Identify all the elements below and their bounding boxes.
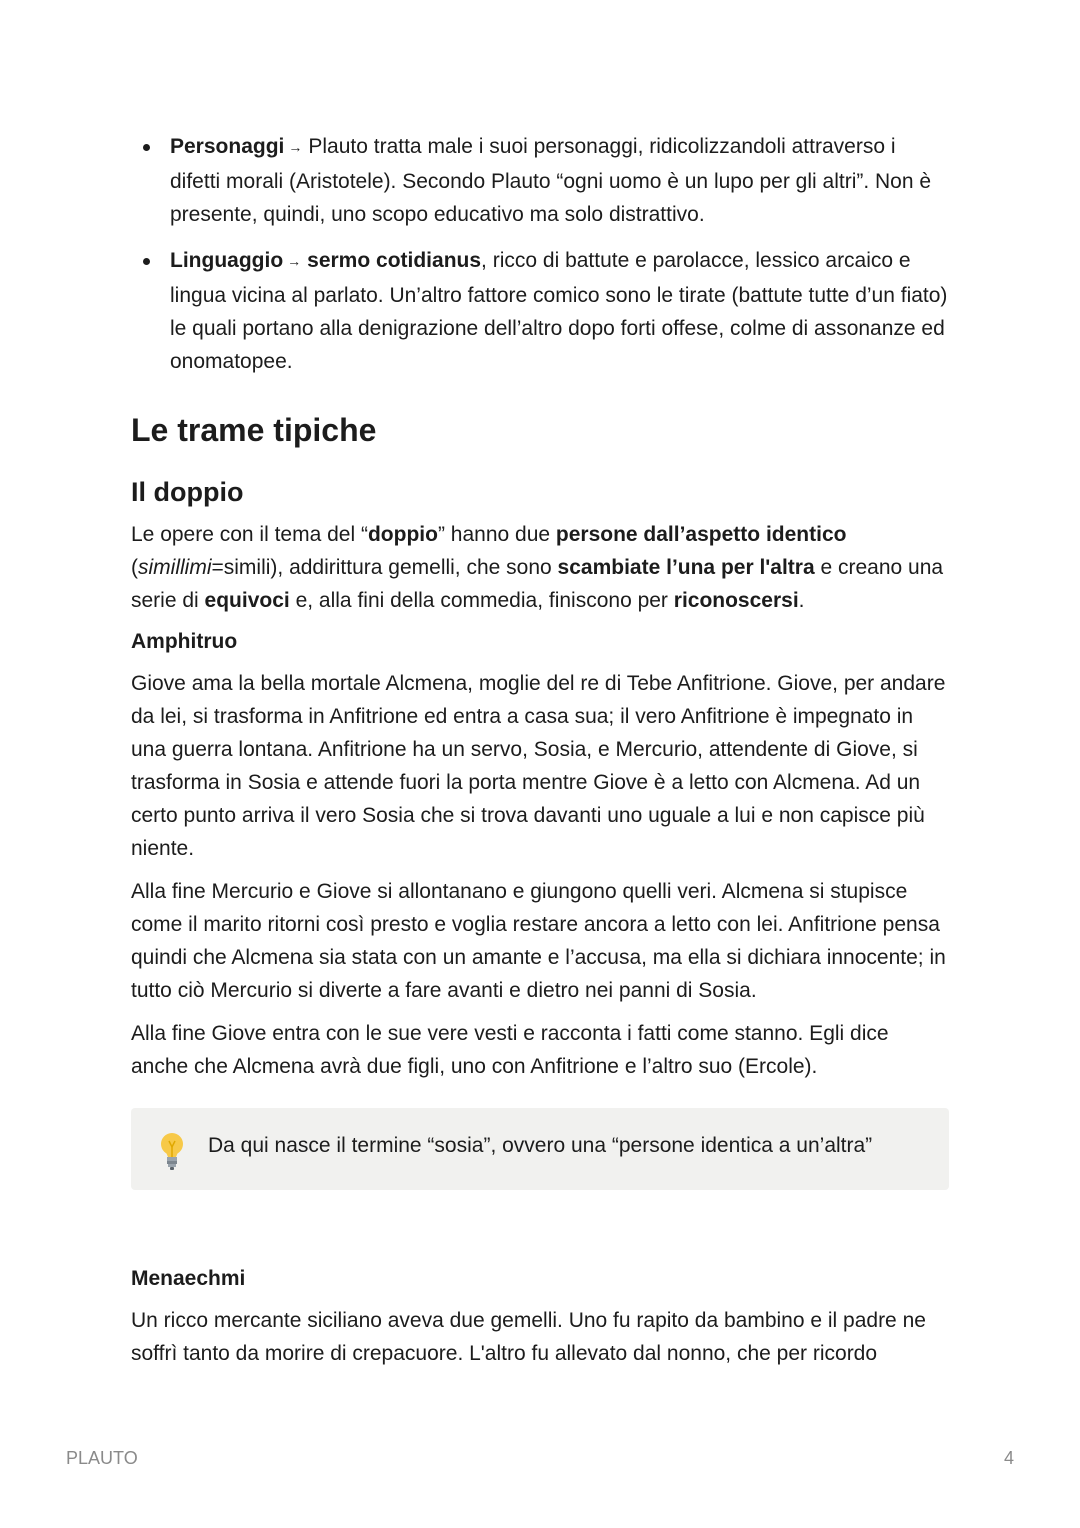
feature-list — [131, 130, 951, 378]
bullet-term: Personaggi — [170, 135, 285, 158]
subsection-title: Il doppio — [131, 477, 244, 507]
page-number: 4 — [1004, 1448, 1015, 1468]
menaechmi-heading: Menaechmi — [131, 1267, 246, 1290]
bullet-term: Linguaggio — [170, 249, 284, 272]
amphitruo-heading: Amphitruo — [131, 630, 238, 653]
callout-text: Da qui nasce il termine “sosia”, ovvero una “persone identica a un’altra” — [208, 1134, 873, 1157]
bullet-text: Plauto tratta male i suoi personaggi, ridicolizzandoli attraverso i difetti morali (Aristotele). Secondo Plauto “ogni uomo è un lupo per gli altri”. Non è presente, quindi, uno scopo educativo ma solo distrattivo. — [170, 135, 932, 226]
intro-paragraph: Le opere con il tema del “doppio” hanno due persone dall’aspetto identico (simillimi=simili), addirittura gemelli, che sono scambiate l’una per l'altra e creano una serie di equivoci e, alla fini della commedia, finiscono per riconoscersi. — [131, 523, 944, 612]
amphitruo-paragraph-1: Giove ama la bella mortale Alcmena, moglie del re di Tebe Anfitrione. Giove, per andare da lei, si trasforma in Anfitrione ed entra a casa sua; il vero Anfitrione è impegnato in una guerra lontana. Anfitrione ha un servo, Sosia, e Mercurio, attendente di Giove, si trasforma in Sosia e attende fuori la porta mentre Giove è a letto con Alcmena. Ad un certo punto arriva il vero Sosia che si trova davanti uno uguale a lui e non capisce più niente. — [131, 672, 946, 860]
arrow-icon: → — [288, 139, 303, 155]
page-content — [131, 130, 951, 1380]
amphitruo-paragraph-3: Alla fine Giove entra con le sue vere vesti e racconta i fatti come stanno. Egli dice anche che Alcmena avrà due figli, uno con Anfitrione e l’altro suo (Ercole). — [131, 1022, 889, 1078]
arrow-icon: → — [287, 253, 302, 269]
list-item-personaggi — [170, 130, 951, 231]
list-item-linguaggio — [170, 244, 951, 378]
lightbulb-icon — [159, 1132, 185, 1172]
bullet-text: , ricco di battute e parolacce, lessico arcaico e lingua vicina al parlato. Un’altro fattore comico sono le tirate (battute tutte d’un fiato) le quali portano alla denigrazione dell’altro dopo forti offese, colme di assonanze ed onomatopee. — [170, 249, 948, 373]
callout-box — [131, 1108, 949, 1190]
amphitruo-paragraph-2: Alla fine Mercurio e Giove si allontanano e giungono quelli veri. Alcmena si stupisce come il marito ritorni così presto e voglia restare ancora a letto con lei. Anfitrione pensa quindi che Alcmena sia stata con un amante e l’accusa, ma ella si dichiara innocente; in tutto ciò Mercurio si diverte a fare avanti e dietro nei panni di Sosia. — [131, 880, 946, 1002]
bullet-bold-text: sermo cotidianus — [307, 249, 482, 272]
menaechmi-paragraph: Un ricco mercante siciliano aveva due gemelli. Uno fu rapito da bambino e il padre ne soffrì tanto da morire di crepacuore. L'altro fu allevato dal nonno, che per ricordo — [131, 1309, 926, 1365]
section-title: Le trame tipiche — [131, 412, 377, 448]
footer-title: PLAUTO — [66, 1448, 138, 1468]
